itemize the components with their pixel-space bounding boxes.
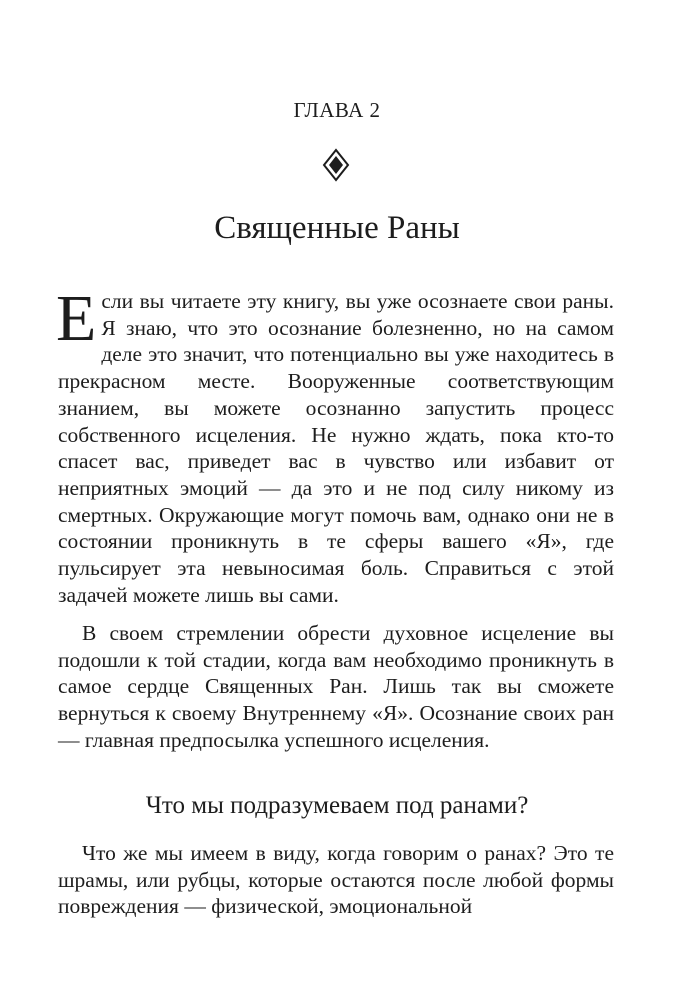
paragraph-1-text: сли вы читаете эту книгу, вы уже осознаете свои раны. Я знаю, что это осознание болезненно, но на самом деле это значит, что потенциально вы уже находитесь в прекрасном месте. Вооруженные соответствующим знанием, вы можете осознанно запустить процесс собственного исцеления. Не нужно ждать, пока кто-то спасет вас, приведет вас в чувство или избавит от неприятных эмоций — да это и не под силу никому из смертных. Окружающие могут помочь вам, однако они не в состоянии проникнуть в те сферы вашего «Я», где пульсирует эта невыносимая боль. Справиться с этой задачей можете лишь вы сами. bbox=[58, 289, 614, 607]
paragraph-1 bbox=[56, 282, 614, 608]
chapter-title: Священные Раны bbox=[214, 210, 460, 246]
diamond-ornament-icon bbox=[319, 148, 353, 182]
paragraph-2: В своем стремлении обрести духовное исцеление вы подошли к той стадии, когда вам необходимо проникнуть в самое сердце Священных Ран. Лишь так вы сможете вернуться к своему Внутреннему «Я». Осознание своих ран — главная предпосылка успешного исцеления. bbox=[58, 621, 614, 752]
chapter-number: ГЛАВА 2 bbox=[293, 98, 381, 122]
drop-cap: Е bbox=[56, 282, 97, 355]
section-heading: Что мы подразумеваем под ранами? bbox=[145, 792, 529, 819]
paragraph-3: Что же мы имеем в виду, когда говорим о ранах? Это те шрамы, или рубцы, которые остаются после любой формы повреждения — физической, эмоциональной bbox=[58, 841, 614, 919]
